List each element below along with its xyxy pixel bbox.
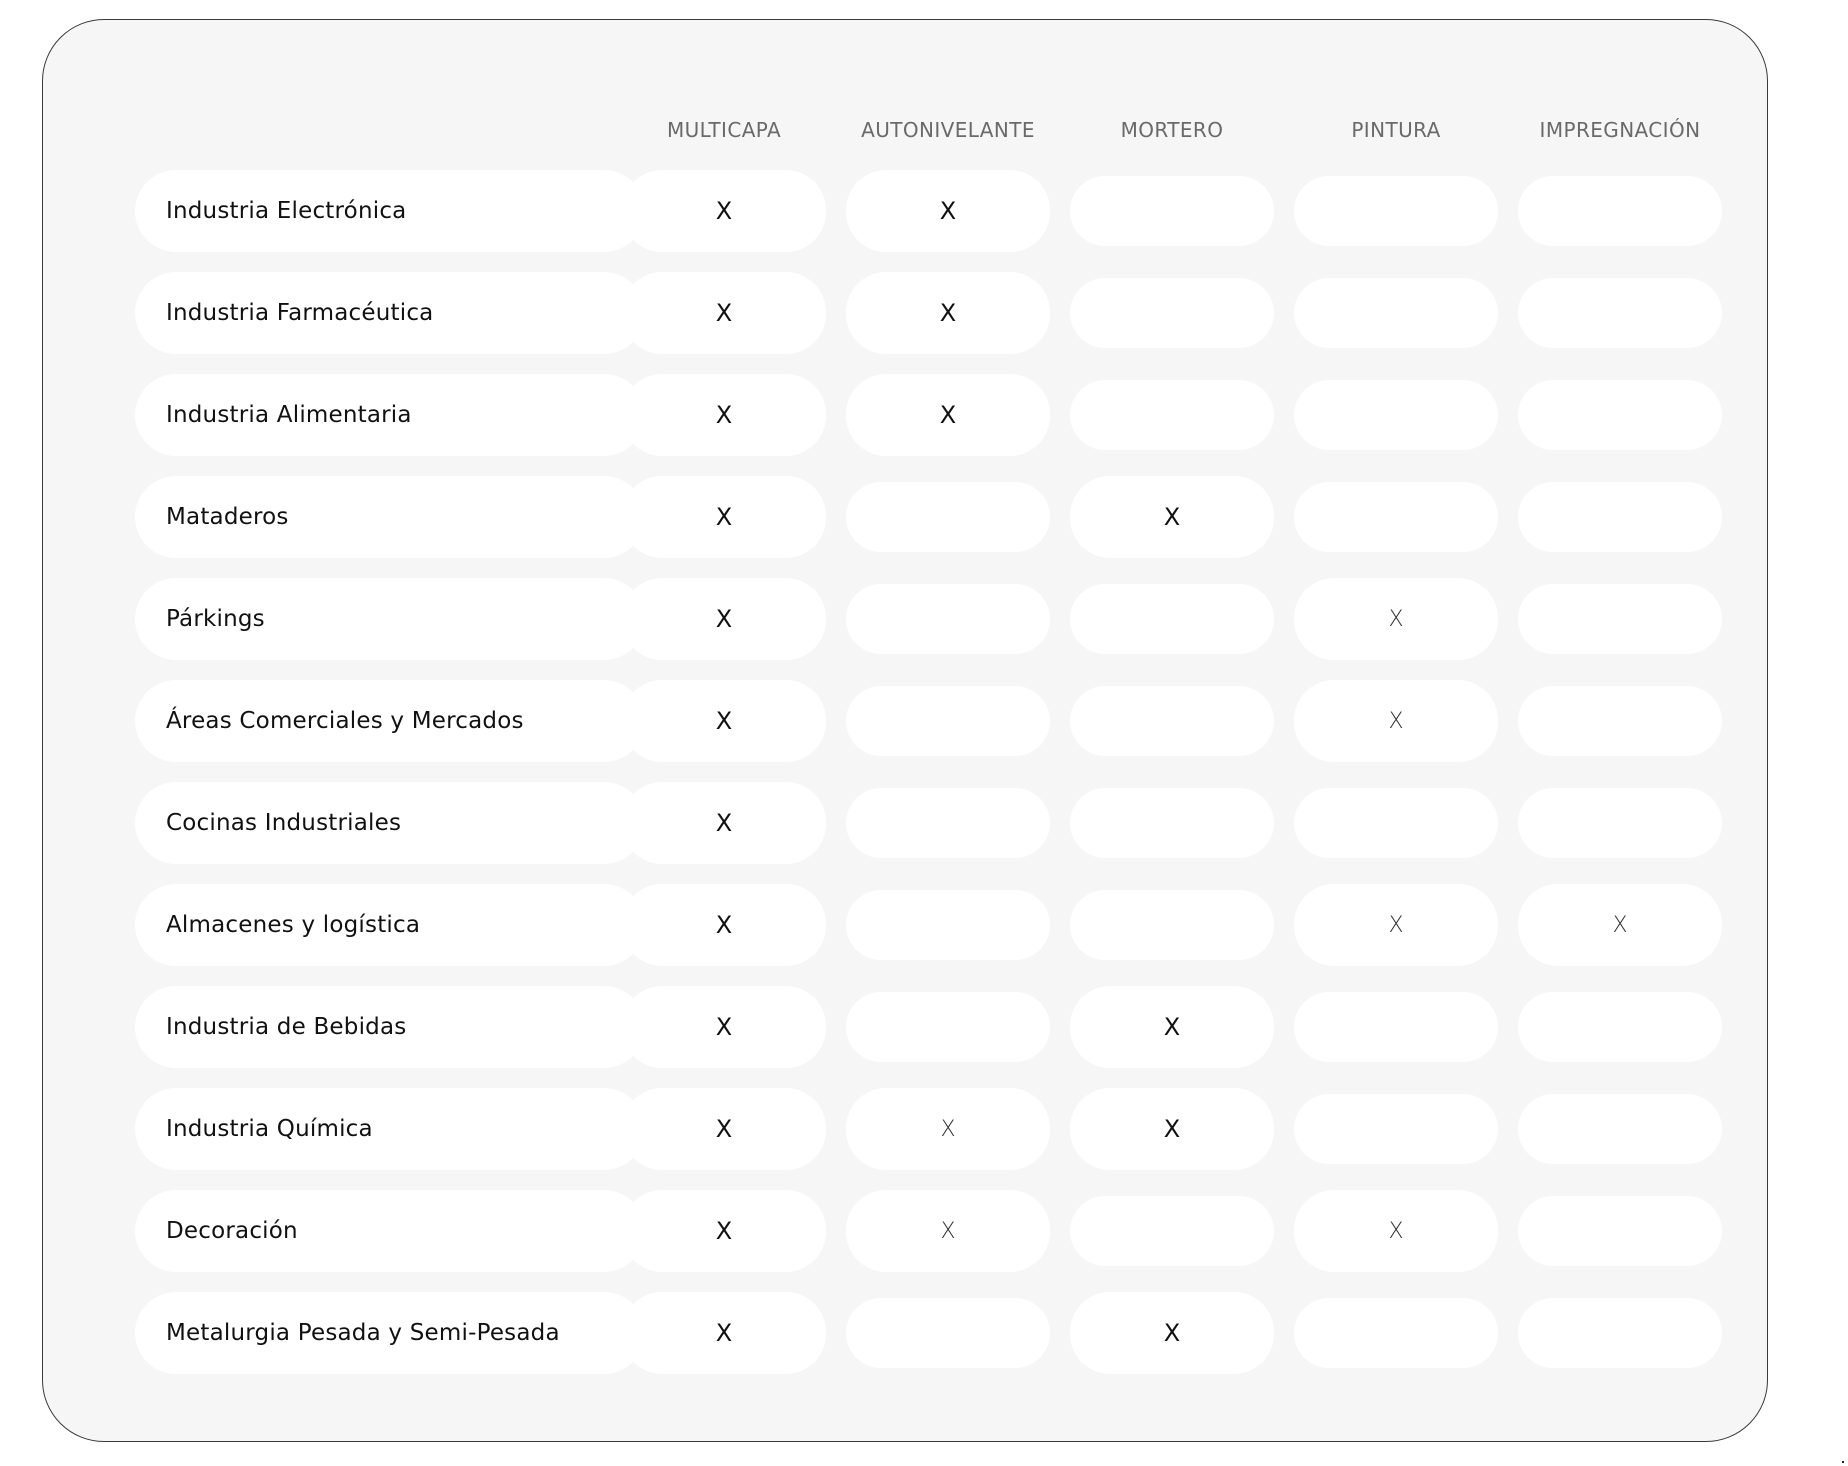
cell-autonivelante-empty [846, 482, 1050, 552]
check-mark: X [1388, 708, 1404, 734]
row-label-text: Almacenes y logística [166, 912, 421, 938]
check-mark: X [715, 605, 733, 633]
cell-multicapa-marked [622, 578, 826, 660]
cell-multicapa-marked [622, 1292, 826, 1374]
check-mark: X [1388, 1218, 1404, 1244]
column-header-mortero: MORTERO [1120, 118, 1224, 142]
cell-mortero-empty [1070, 788, 1274, 858]
cell-autonivelante-marked [846, 272, 1050, 354]
check-mark: X [715, 401, 733, 429]
check-mark: X [715, 1217, 733, 1245]
row-label-text: Mataderos [166, 504, 289, 530]
cell-autonivelante-marked [846, 1088, 1050, 1170]
cell-autonivelante-marked [846, 1190, 1050, 1272]
row-label-text: Metalurgia Pesada y Semi-Pesada [166, 1320, 560, 1346]
row-label-text: Industria de Bebidas [166, 1014, 407, 1040]
row-label-text: Industria Alimentaria [166, 402, 412, 428]
row-label-mataderos [135, 476, 645, 558]
cell-impregnacion-empty [1518, 686, 1722, 756]
check-mark: X [715, 503, 733, 531]
check-mark: X [940, 1218, 956, 1244]
cell-impregnacion-marked [1518, 884, 1722, 966]
compatibility-table [42, 19, 1768, 1442]
cell-mortero-marked [1070, 476, 1274, 558]
cell-pintura-marked [1294, 1190, 1498, 1272]
cell-multicapa-marked [622, 170, 826, 252]
cell-multicapa-marked [622, 272, 826, 354]
check-mark: X [1163, 503, 1181, 531]
row-label-decoracion [135, 1190, 645, 1272]
cell-autonivelante-empty [846, 992, 1050, 1062]
row-label-almacenes-y-logistica [135, 884, 645, 966]
cell-multicapa-marked [622, 1088, 826, 1170]
cell-pintura-marked [1294, 884, 1498, 966]
cell-impregnacion-empty [1518, 992, 1722, 1062]
row-label-metalurgia-pesada-y-semi-pesada [135, 1292, 645, 1374]
row-label-text: Cocinas Industriales [166, 810, 402, 836]
row-label-text: Áreas Comerciales y Mercados [166, 708, 524, 734]
cell-autonivelante-marked [846, 170, 1050, 252]
cell-mortero-empty [1070, 380, 1274, 450]
cell-mortero-marked [1070, 986, 1274, 1068]
cell-mortero-empty [1070, 278, 1274, 348]
cell-multicapa-marked [622, 476, 826, 558]
cell-autonivelante-empty [846, 788, 1050, 858]
check-mark: X [939, 401, 957, 429]
column-header-multicapa: MULTICAPA [666, 118, 782, 142]
check-mark: X [715, 809, 733, 837]
cell-mortero-empty [1070, 1196, 1274, 1266]
row-label-industria-farmaceutica [135, 272, 645, 354]
cell-mortero-empty [1070, 176, 1274, 246]
cell-pintura-empty [1294, 482, 1498, 552]
cell-mortero-empty [1070, 584, 1274, 654]
cell-pintura-empty [1294, 176, 1498, 246]
check-mark: X [939, 197, 957, 225]
cell-mortero-empty [1070, 686, 1274, 756]
corner-dot [1842, 1461, 1844, 1463]
row-label-text: Industria Electrónica [166, 198, 407, 224]
check-mark: X [1388, 912, 1404, 938]
cell-pintura-marked [1294, 578, 1498, 660]
cell-mortero-empty [1070, 890, 1274, 960]
check-mark: X [1163, 1319, 1181, 1347]
check-mark: X [715, 911, 733, 939]
cell-mortero-marked [1070, 1292, 1274, 1374]
row-label-industria-alimentaria [135, 374, 645, 456]
cell-autonivelante-empty [846, 1298, 1050, 1368]
column-header-impregnacion: IMPREGNACIÓN [1539, 118, 1701, 142]
cell-impregnacion-empty [1518, 380, 1722, 450]
cell-autonivelante-empty [846, 584, 1050, 654]
cell-multicapa-marked [622, 1190, 826, 1272]
check-mark: X [1163, 1013, 1181, 1041]
row-label-cocinas-industriales [135, 782, 645, 864]
check-mark: X [940, 1116, 956, 1142]
cell-pintura-empty [1294, 1298, 1498, 1368]
cell-impregnacion-empty [1518, 584, 1722, 654]
cell-impregnacion-empty [1518, 1196, 1722, 1266]
row-label-text: Párkings [166, 606, 265, 632]
row-label-parkings [135, 578, 645, 660]
cell-multicapa-marked [622, 680, 826, 762]
cell-multicapa-marked [622, 884, 826, 966]
row-label-text: Industria Farmacéutica [166, 300, 434, 326]
cell-impregnacion-empty [1518, 1298, 1722, 1368]
cell-autonivelante-marked [846, 374, 1050, 456]
column-header-autonivelante: AUTONIVELANTE [861, 118, 1035, 142]
check-mark: X [715, 299, 733, 327]
row-label-industria-de-bebidas [135, 986, 645, 1068]
cell-pintura-empty [1294, 992, 1498, 1062]
column-header-pintura: PINTURA [1351, 118, 1441, 142]
check-mark: X [1163, 1115, 1181, 1143]
cell-pintura-marked [1294, 680, 1498, 762]
cell-impregnacion-empty [1518, 176, 1722, 246]
cell-multicapa-marked [622, 374, 826, 456]
check-mark: X [715, 1115, 733, 1143]
cell-autonivelante-empty [846, 890, 1050, 960]
cell-mortero-marked [1070, 1088, 1274, 1170]
cell-multicapa-marked [622, 782, 826, 864]
check-mark: X [715, 1013, 733, 1041]
row-label-industria-electronica [135, 170, 645, 252]
row-label-industria-quimica [135, 1088, 645, 1170]
cell-multicapa-marked [622, 986, 826, 1068]
check-mark: X [939, 299, 957, 327]
check-mark: X [715, 1319, 733, 1347]
cell-impregnacion-empty [1518, 482, 1722, 552]
cell-pintura-empty [1294, 278, 1498, 348]
cell-pintura-empty [1294, 380, 1498, 450]
row-label-areas-comerciales-y-mercados [135, 680, 645, 762]
row-label-text: Industria Química [166, 1116, 373, 1142]
cell-impregnacion-empty [1518, 788, 1722, 858]
check-mark: X [1612, 912, 1628, 938]
row-label-text: Decoración [166, 1218, 298, 1244]
check-mark: X [715, 197, 733, 225]
cell-autonivelante-empty [846, 686, 1050, 756]
check-mark: X [715, 707, 733, 735]
cell-pintura-empty [1294, 1094, 1498, 1164]
check-mark: X [1388, 606, 1404, 632]
cell-pintura-empty [1294, 788, 1498, 858]
cell-impregnacion-empty [1518, 1094, 1722, 1164]
cell-impregnacion-empty [1518, 278, 1722, 348]
